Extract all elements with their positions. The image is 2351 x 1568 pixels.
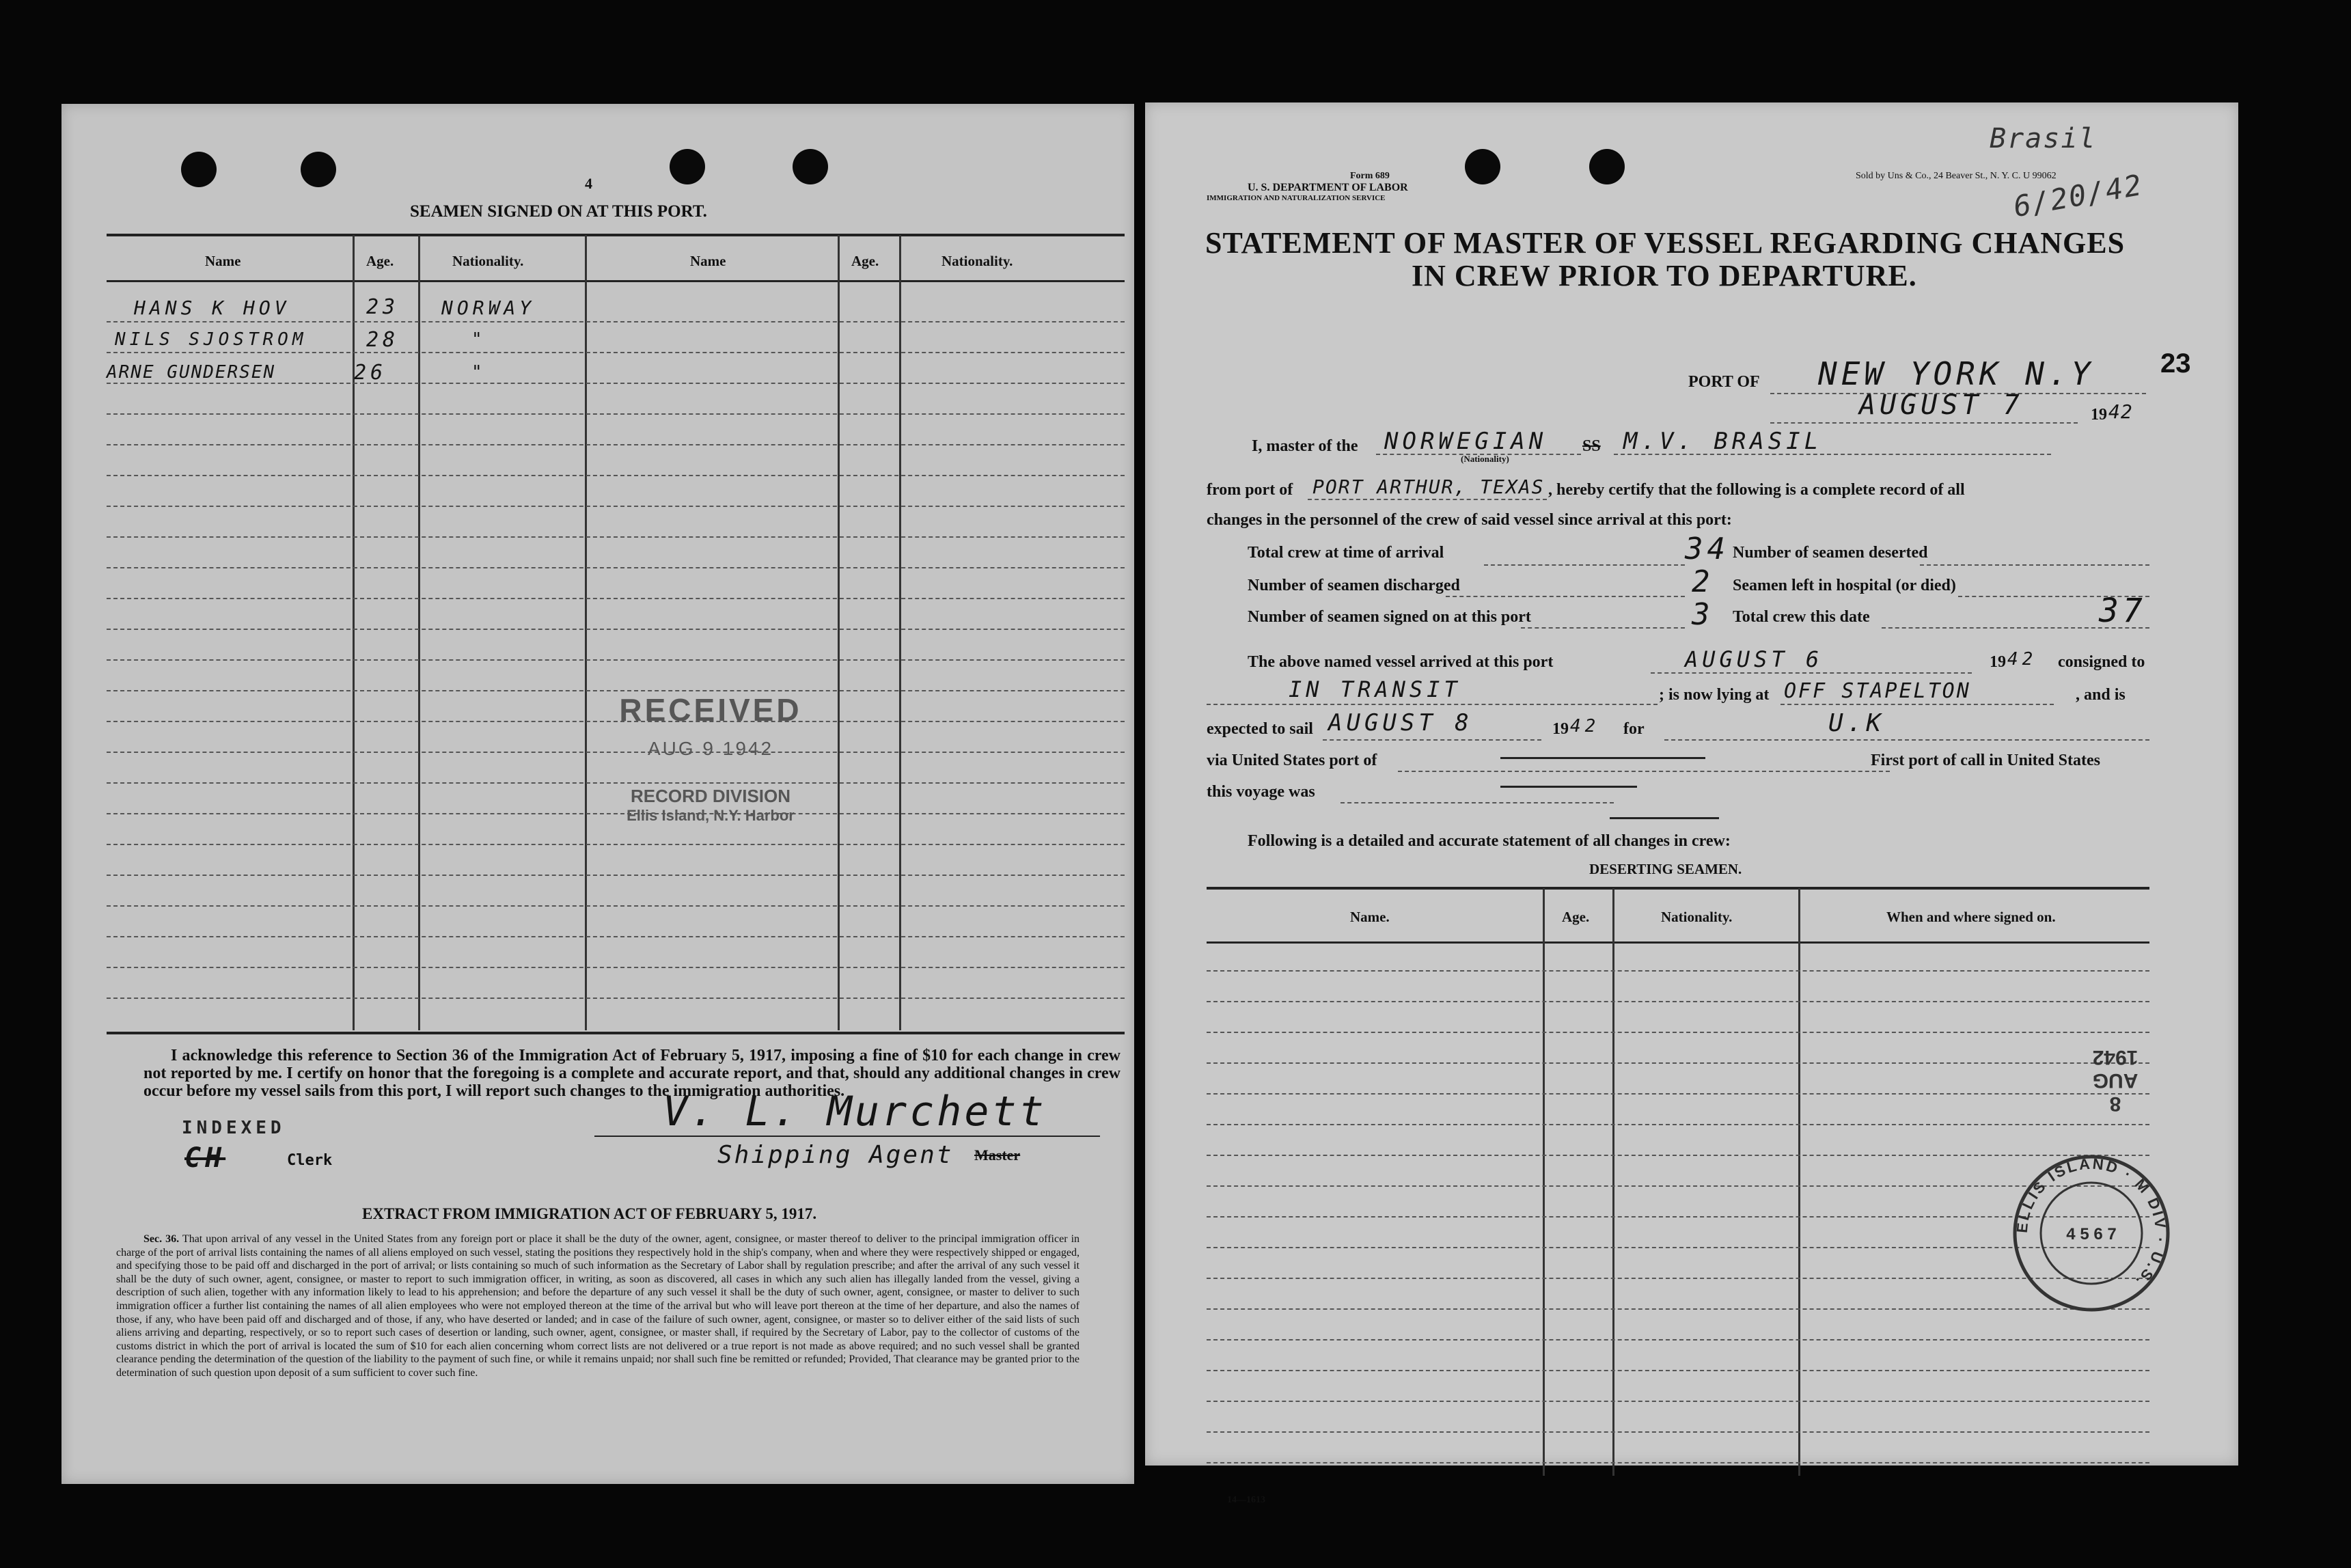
certify-text: , hereby certify that the following is a complete record of all bbox=[1548, 481, 1965, 499]
arrived-year-value: 42 bbox=[2007, 649, 2037, 670]
voyage-label: this voyage was bbox=[1207, 783, 1315, 801]
deserting-table-header-rule bbox=[1207, 941, 2149, 944]
form-code: 14—1613 bbox=[1227, 1495, 1265, 1505]
nationality-caption: (Nationality) bbox=[1461, 454, 1509, 464]
table-row-nationality: " bbox=[471, 329, 486, 350]
extract-body: That upon arrival of any vessel in the United States from any foreign port or place it shall be the duty of the owner, agent, consignee, or master thereof to deliver to the principal immigration officer in charge of the port of arrival lists containing the names of all aliens employed on such vessel, stating the positions they respectively hold in the ship's company, when and where they were respectively shipped or engaged, and specifying those to be paid off and discharged in the port of arrival; or lists containing so much of such information as the Secretary of Labor shall by regulation prescribe; and after the arrival of any such vessel it shall be the duty of such owner, agent, consignee, or master to report to such immigration officer, in writing, as soon as discovered, all cases in which any such alien has illegally landed from the vessel, giving a description of such alien, together with any information likely to lead to his apprehension; and before the departure of any such vessel it shall be the duty of such owner, agent, consignee, or master to deliver to such immigration officer a further list containing the names of all alien employees who were not employed thereon at the time of the arrival but who will leave port thereon at the time of her departure, and also the names of those, if any, who have been paid off and discharged and of those, if any, who have deserted or landed; and in case of the failure of such owner, agent, consignee, or master so to deliver either of the said lists of such aliens arriving and departing, respectively, or so to report such cases of desertion or landing, such owner, agent, consignee, or master shall, if required by the Secretary of Labor, pay to the collector of customs of the customs district in which the port of arrival is located the sum of $10 for each alien concerning whom correct lists are not delivered or a true report is not made as above required; and no such vessel shall be granted clearance pending the determination of the question of the liability to the payment of such fine, or while it remains unpaid; nor shall such fine be remitted or refunded; Provided, That clearance may be granted prior to the determination of such question upon deposit of a sum sufficient to cover such fine. bbox=[116, 1233, 1080, 1379]
punch-hole bbox=[1465, 149, 1500, 184]
aug-stamp-month: AUG bbox=[2092, 1069, 2139, 1092]
ellis-island-stamp bbox=[2006, 1148, 2177, 1319]
publisher-note: Sold by Uns & Co., 24 Beaver St., N. Y. C. U 99062 bbox=[1856, 171, 2057, 181]
row-rule bbox=[107, 444, 1125, 445]
row-rule bbox=[107, 844, 1125, 845]
received-stamp-division: RECORD DIVISION bbox=[630, 786, 791, 806]
row-rule bbox=[107, 936, 1125, 937]
from-port-value: PORT ARTHUR, TEXAS bbox=[1312, 476, 1545, 498]
row-rule bbox=[107, 598, 1125, 599]
row-rule bbox=[1207, 1001, 2149, 1002]
extract-title: EXTRACT FROM IMMIGRATION ACT OF FEBRUARY 5, 1917. bbox=[362, 1205, 817, 1222]
column-header-name: Name bbox=[205, 253, 241, 269]
total-crew-arrival-label: Total crew at time of arrival bbox=[1248, 544, 1444, 562]
received-stamp-location: Ellis Island, N.Y. Harbor bbox=[627, 807, 795, 824]
row-rule bbox=[107, 998, 1125, 999]
received-stamp bbox=[594, 691, 827, 825]
expected-year: 19 bbox=[1552, 720, 1569, 738]
column-divider bbox=[418, 235, 420, 1030]
column-divider bbox=[899, 235, 901, 1030]
signature: V. L. Murchett bbox=[663, 1088, 1047, 1136]
via-label: via United States port of bbox=[1207, 752, 1377, 769]
row-rule bbox=[107, 536, 1125, 538]
table-header-rule bbox=[107, 280, 1125, 282]
table-row-name: HANS K HOV bbox=[134, 297, 290, 319]
port-value: NEW YORK N.Y bbox=[1818, 355, 2095, 392]
column-header-signed-on: When and where signed on. bbox=[1886, 909, 2056, 925]
indexed-stamp: INDEXED bbox=[182, 1118, 286, 1138]
column-header-name: Name bbox=[690, 253, 726, 269]
punch-hole bbox=[670, 149, 705, 184]
following-text: Following is a detailed and accurate statement of all changes in crew: bbox=[1248, 832, 1731, 850]
row-rule bbox=[1207, 1431, 2149, 1433]
column-header-name: Name. bbox=[1350, 909, 1390, 925]
lying-label: ; is now lying at bbox=[1659, 686, 1770, 704]
discharged-label: Number of seamen discharged bbox=[1248, 577, 1460, 594]
column-header-age: Age. bbox=[366, 253, 394, 269]
struck-master-label: Master bbox=[974, 1146, 1021, 1164]
aug-stamp bbox=[2074, 1045, 2156, 1115]
first-port-label: First port of call in United States bbox=[1871, 752, 2100, 769]
column-header-nationality: Nationality. bbox=[941, 253, 1013, 269]
signer-title: Shipping Agent bbox=[717, 1141, 954, 1169]
section-title: SEAMEN SIGNED ON AT THIS PORT. bbox=[410, 202, 707, 221]
consigned-value: IN TRANSIT bbox=[1289, 676, 1461, 702]
signature-line bbox=[594, 1136, 1100, 1137]
deserting-title: DESERTING SEAMEN. bbox=[1589, 861, 1742, 877]
row-rule bbox=[1207, 1032, 2149, 1033]
row-rule bbox=[1207, 1462, 2149, 1463]
corner-date: 6/20/42 bbox=[2011, 167, 2145, 224]
row-rule bbox=[107, 659, 1125, 661]
expected-year-value: 42 bbox=[1570, 716, 1600, 737]
row-rule bbox=[1207, 1124, 2149, 1125]
vessel-name: M.V. BRASIL bbox=[1623, 428, 1823, 455]
row-rule bbox=[107, 967, 1125, 968]
form-number: Form 689 bbox=[1350, 171, 1390, 181]
department-name: U. S. DEPARTMENT OF LABOR bbox=[1248, 182, 1408, 193]
aug-stamp-day: 8 bbox=[2109, 1092, 2121, 1115]
table-bottom-rule bbox=[107, 1032, 1125, 1034]
year-prefix: 19 bbox=[2091, 406, 2107, 424]
ellis-stamp-ring-text: ELLIS ISLAND · M DIV · U.S. bbox=[2013, 1155, 2170, 1292]
arrived-label: The above named vessel arrived at this port bbox=[1248, 653, 1554, 671]
column-header-age: Age. bbox=[851, 253, 879, 269]
table-row-age: 28 bbox=[366, 328, 400, 352]
form-title-line1: STATEMENT OF MASTER OF VESSEL REGARDING CHANGES bbox=[1205, 226, 2126, 260]
row-rule bbox=[107, 321, 1125, 322]
deserted-label: Number of seamen deserted bbox=[1733, 544, 1928, 562]
extract-text bbox=[116, 1233, 1080, 1380]
signed-on-label: Number of seamen signed on at this port bbox=[1248, 608, 1531, 626]
punch-hole bbox=[793, 149, 828, 184]
ellis-stamp-center: 4 5 6 7 bbox=[2066, 1225, 2117, 1243]
table-row-nationality: " bbox=[471, 362, 486, 383]
table-row-name: NILS SJOSTROM bbox=[115, 329, 307, 350]
left-page bbox=[61, 104, 1134, 1484]
for-label: for bbox=[1623, 720, 1645, 738]
certification-text: I acknowledge this reference to Section 36 of the Immigration Act of February 5, 1917, imposing a fine of $10 for each change in crew not reported by me. I certify on honor that the foregoing is a complete and accurate report, and that, should any additional changes in crew occur before my vessel sails from this port, I will report such changes to the immigration authorities. bbox=[143, 1047, 1120, 1100]
expected-value: AUGUST 8 bbox=[1328, 709, 1473, 737]
table-row-age: 26 bbox=[354, 361, 387, 385]
clerk-label: Clerk bbox=[287, 1152, 333, 1169]
aug-stamp-year: 1942 bbox=[2092, 1046, 2139, 1069]
signed-on-value: 3 bbox=[1692, 597, 1714, 632]
table-row-nationality: NORWAY bbox=[441, 297, 536, 319]
table-row-age: 23 bbox=[366, 295, 400, 319]
row-rule bbox=[107, 506, 1125, 507]
row-rule bbox=[107, 567, 1125, 568]
service-name: IMMIGRATION AND NATURALIZATION SERVICE bbox=[1207, 194, 1386, 202]
master-prefix: I, master of the bbox=[1252, 437, 1358, 455]
punch-hole bbox=[181, 152, 217, 187]
arrived-value: AUGUST 6 bbox=[1685, 646, 1824, 672]
port-label: PORT OF bbox=[1688, 373, 1760, 391]
corner-note: Brasil bbox=[1990, 123, 2097, 154]
right-page bbox=[1145, 102, 2238, 1505]
form-title-line2: IN CREW PRIOR TO DEPARTURE. bbox=[1412, 259, 1917, 292]
row-rule bbox=[1207, 1062, 2149, 1064]
section-label: Sec. 36. bbox=[143, 1233, 180, 1245]
lying-value: OFF STAPELTON bbox=[1784, 679, 1971, 703]
sheet-number: 23 bbox=[2160, 348, 2191, 379]
page-number: 4 bbox=[585, 175, 592, 192]
column-header-age: Age. bbox=[1562, 909, 1590, 925]
nationality-value: NORWEGIAN bbox=[1384, 428, 1548, 455]
row-rule bbox=[107, 475, 1125, 476]
table-top-rule bbox=[107, 234, 1125, 236]
for-value: U.K bbox=[1828, 709, 1886, 737]
punch-hole bbox=[1589, 149, 1625, 184]
row-rule bbox=[107, 905, 1125, 907]
date-value: AUGUST 7 bbox=[1859, 389, 2024, 421]
deserting-table-top bbox=[1207, 887, 2149, 890]
arrived-year: 19 bbox=[1990, 653, 2006, 671]
total-crew-date-label: Total crew this date bbox=[1733, 608, 1870, 626]
from-label: from port of bbox=[1207, 481, 1293, 499]
discharged-value: 2 bbox=[1692, 564, 1714, 599]
consigned-label: consigned to bbox=[2058, 653, 2145, 671]
received-stamp-title: RECEIVED bbox=[619, 692, 802, 728]
row-rule bbox=[1207, 970, 2149, 972]
table-row-name: ARNE GUNDERSEN bbox=[107, 362, 276, 383]
total-crew-arrival-value: 34 bbox=[1685, 532, 1729, 566]
punch-hole bbox=[301, 152, 336, 187]
row-rule bbox=[107, 629, 1125, 630]
column-divider bbox=[838, 235, 840, 1030]
hospital-label: Seamen left in hospital (or died) bbox=[1733, 577, 1956, 594]
column-divider bbox=[353, 235, 355, 1030]
received-stamp-date: AUG 9 1942 bbox=[647, 738, 774, 759]
column-header-nationality: Nationality. bbox=[1661, 909, 1733, 925]
svg-text:ELLIS ISLAND · M DIV · U.S. bbox=[2013, 1155, 2170, 1291]
expected-label: expected to sail bbox=[1207, 720, 1313, 738]
vessel-type-struck: SS bbox=[1582, 437, 1601, 455]
changes-text: changes in the personnel of the crew of said vessel since arrival at this port: bbox=[1207, 511, 1732, 529]
row-rule bbox=[1207, 1093, 2149, 1095]
row-rule bbox=[107, 875, 1125, 876]
row-rule bbox=[107, 413, 1125, 415]
column-divider bbox=[585, 235, 587, 1030]
total-crew-date-value: 37 bbox=[2099, 592, 2147, 630]
row-rule bbox=[1207, 1339, 2149, 1340]
and-is-text: , and is bbox=[2076, 686, 2126, 704]
year-value: 42 bbox=[2108, 400, 2133, 423]
row-rule bbox=[1207, 1370, 2149, 1371]
clerk-initials: CH bbox=[184, 1142, 226, 1174]
row-rule bbox=[1207, 1401, 2149, 1402]
column-header-nationality: Nationality. bbox=[452, 253, 524, 269]
row-rule bbox=[107, 383, 1125, 384]
row-rule bbox=[107, 352, 1125, 353]
